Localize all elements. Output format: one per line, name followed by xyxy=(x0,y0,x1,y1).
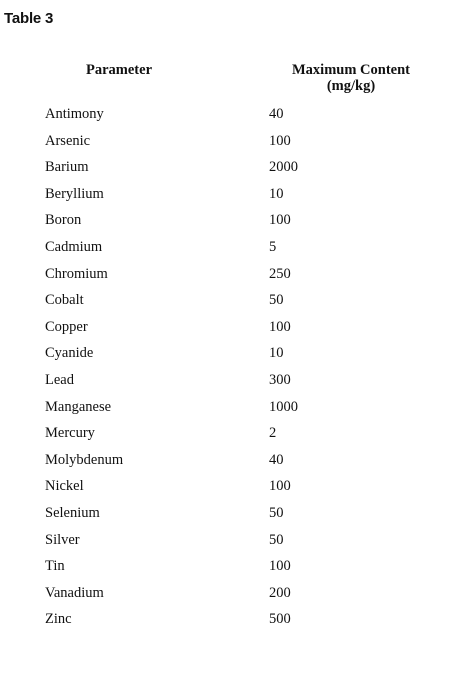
max-content-value: 300 xyxy=(269,371,291,388)
parameter-name: Selenium xyxy=(45,504,100,521)
max-content-value: 50 xyxy=(269,531,284,548)
max-content-column-header xyxy=(270,62,432,94)
max-content-value: 100 xyxy=(269,212,291,229)
table-row xyxy=(0,262,465,289)
parameter-name: Boron xyxy=(45,212,82,229)
max-content-header-title: Maximum Content xyxy=(291,62,410,78)
max-content-value: 2 xyxy=(269,425,277,442)
parameter-name: Barium xyxy=(45,159,89,176)
max-content-value: 2000 xyxy=(269,159,298,176)
table-row xyxy=(0,315,465,342)
table-row xyxy=(0,501,465,528)
table-row xyxy=(0,182,465,209)
table-row xyxy=(0,341,465,368)
parameter-name: Beryllium xyxy=(45,185,104,202)
table-row xyxy=(0,235,465,262)
parameter-name: Zinc xyxy=(45,611,72,628)
parameter-table-body xyxy=(0,102,465,634)
table-row xyxy=(0,421,465,448)
max-content-value: 100 xyxy=(269,318,291,335)
max-content-value: 10 xyxy=(269,345,284,362)
max-content-value: 40 xyxy=(269,451,284,468)
parameter-name: Manganese xyxy=(45,398,112,415)
table-row xyxy=(0,448,465,475)
table-row xyxy=(0,155,465,182)
parameter-name: Silver xyxy=(45,531,80,548)
parameter-name: Arsenic xyxy=(45,132,91,149)
parameter-name: Chromium xyxy=(45,265,108,282)
max-content-value: 200 xyxy=(269,584,291,601)
max-content-value: 1000 xyxy=(269,398,298,415)
max-content-value: 10 xyxy=(269,185,284,202)
parameter-name: Mercury xyxy=(45,425,95,442)
table-row xyxy=(0,607,465,634)
parameter-name: Cyanide xyxy=(45,345,94,362)
parameter-column-header: Parameter xyxy=(86,62,153,78)
parameter-name: Tin xyxy=(45,558,65,575)
table-row xyxy=(0,474,465,501)
parameter-name: Molybdenum xyxy=(45,451,124,468)
max-content-value: 100 xyxy=(269,478,291,495)
max-content-value: 50 xyxy=(269,504,284,521)
table-row xyxy=(0,554,465,581)
max-content-header-unit: (mg/kg) xyxy=(326,78,376,94)
max-content-value: 5 xyxy=(269,238,277,255)
max-content-value: 500 xyxy=(269,611,291,628)
parameter-name: Copper xyxy=(45,318,88,335)
table-row xyxy=(0,102,465,129)
table-row xyxy=(0,208,465,235)
max-content-value: 40 xyxy=(269,106,284,122)
table-row xyxy=(0,581,465,608)
max-content-value: 50 xyxy=(269,292,284,309)
table-row xyxy=(0,288,465,315)
max-content-value: 100 xyxy=(269,132,291,149)
parameter-name: Cobalt xyxy=(45,292,84,309)
max-content-value: 100 xyxy=(269,558,291,575)
parameter-name: Vanadium xyxy=(45,584,104,601)
parameter-name: Antimony xyxy=(45,106,104,122)
table-row xyxy=(0,395,465,422)
table-label: Table 3 xyxy=(4,10,54,27)
max-content-value: 250 xyxy=(269,265,291,282)
table-row xyxy=(0,368,465,395)
parameter-name: Nickel xyxy=(45,478,84,495)
parameter-name: Cadmium xyxy=(45,238,103,255)
table-row xyxy=(0,528,465,555)
table-row xyxy=(0,129,465,156)
parameter-name: Lead xyxy=(45,371,74,388)
